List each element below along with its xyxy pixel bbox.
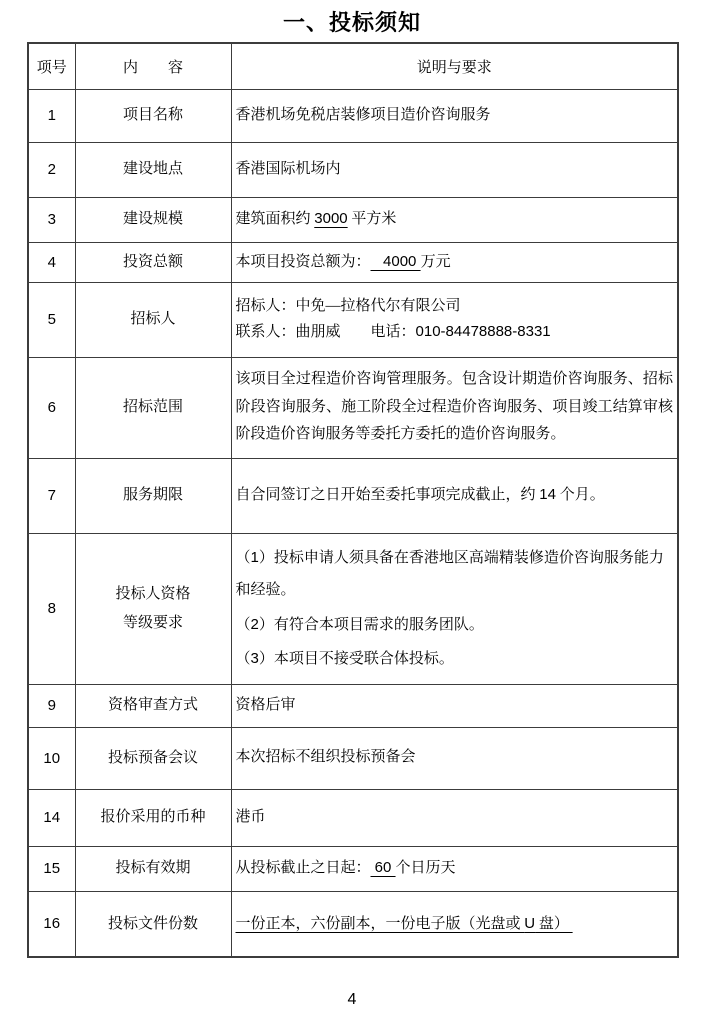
item-no-cell: 10	[28, 727, 75, 789]
description-cell	[231, 142, 678, 197]
text-segment: U	[524, 914, 536, 932]
text-segment: 个月。	[555, 487, 605, 504]
text-segment: ）本项目不接受联合体投标。	[258, 650, 454, 667]
content-cell	[75, 891, 231, 957]
table-row	[28, 846, 678, 891]
table-row	[28, 242, 678, 282]
item-no-cell: 7	[28, 458, 75, 533]
text-segment: 港币	[235, 808, 266, 825]
content-line: 项目名称	[122, 107, 183, 124]
bid-notice-table	[27, 42, 679, 958]
content-cell	[75, 684, 231, 727]
content-cell	[75, 727, 231, 789]
description-cell	[231, 242, 678, 282]
table-row	[28, 684, 678, 727]
text-segment: 14	[539, 486, 556, 504]
table-row	[28, 282, 678, 357]
item-no-cell: 9	[28, 684, 75, 727]
page-number: 4	[347, 991, 357, 1008]
table-row	[28, 727, 678, 789]
content-line: 投资总额	[122, 253, 183, 270]
description-cell	[231, 357, 678, 458]
description-cell	[231, 891, 678, 957]
desc-line	[236, 103, 674, 129]
text-segment: 盘）	[535, 915, 573, 932]
item-no-cell: 3	[28, 197, 75, 242]
text-segment: （	[235, 550, 251, 566]
content-cell	[75, 89, 231, 142]
text-segment: 本次招标不组织投标预备会	[235, 749, 416, 766]
text-segment: 联系人：曲朋威 电话：	[235, 324, 416, 340]
description-cell	[231, 846, 678, 891]
content-cell	[75, 458, 231, 533]
text-segment: 4000	[370, 252, 421, 270]
text-segment: 1	[250, 549, 259, 566]
content-cell	[75, 282, 231, 357]
text-segment: 香港机场免税店装修项目造价咨询服务	[235, 106, 491, 123]
text-segment: 2	[250, 615, 259, 633]
table-row	[28, 357, 678, 458]
content-cell	[75, 846, 231, 891]
content-cell	[75, 242, 231, 282]
content-line: 投标预备会议	[107, 749, 198, 766]
desc-line	[236, 319, 674, 346]
table-row	[28, 891, 678, 957]
item-no-cell: 1	[28, 89, 75, 142]
desc-line	[236, 249, 674, 276]
page-title: 一、投标须知	[282, 10, 421, 35]
item-no-cell: 6	[28, 357, 75, 458]
content-line: 投标文件份数	[107, 915, 198, 932]
text-segment: 该项目全过程造价咨询管理服务。包含设计期造价咨询服务、招标阶段咨询服务、施工阶段全过程造价咨询服务、项目竣工结算审核阶段造价咨询服务等委托方委托的造价咨询服务。	[235, 370, 673, 443]
description-cell	[231, 727, 678, 789]
item-no-cell: 14	[28, 789, 75, 846]
table-row	[28, 458, 678, 533]
desc-line	[236, 805, 674, 831]
text-segment: 招标人：中免—拉格代尔有限公司	[235, 297, 461, 314]
content-line: 建设地点	[122, 161, 183, 178]
desc-line	[236, 482, 674, 509]
content-line: 招标人	[130, 311, 176, 328]
col-header-description: 说明与要求	[231, 43, 678, 89]
table-header-row	[28, 43, 678, 89]
text-segment: 3000	[314, 210, 348, 228]
table-row	[28, 789, 678, 846]
item-no-cell: 5	[28, 282, 75, 357]
text-segment: 010-84478888-8331	[415, 323, 551, 340]
content-cell	[75, 142, 231, 197]
desc-line	[236, 911, 674, 938]
description-cell	[231, 282, 678, 357]
description-cell	[231, 533, 678, 684]
description-cell	[231, 197, 678, 242]
description-cell	[231, 89, 678, 142]
text-segment: 资格后审	[235, 696, 296, 713]
desc-line	[236, 157, 674, 183]
description-cell	[231, 684, 678, 727]
item-no-cell: 16	[28, 891, 75, 957]
text-segment: 本项目投资总额为：	[235, 253, 371, 270]
desc-line	[236, 542, 674, 607]
content-line: 等级要求	[122, 614, 183, 631]
desc-line	[236, 366, 674, 449]
content-line: 资格审查方式	[107, 697, 198, 714]
description-cell	[231, 789, 678, 846]
table-row	[28, 89, 678, 142]
content-line: 投标人资格	[115, 586, 191, 602]
desc-line	[236, 745, 674, 771]
text-segment: 3	[250, 649, 259, 667]
desc-line	[236, 643, 674, 675]
table-row	[28, 197, 678, 242]
text-segment: ）有符合本项目需求的服务团队。	[258, 616, 484, 633]
item-no-cell: 15	[28, 846, 75, 891]
content-line: 服务期限	[122, 487, 183, 504]
text-segment: 香港国际机场内	[235, 160, 341, 177]
content-cell	[75, 789, 231, 846]
description-cell	[231, 458, 678, 533]
item-no-cell: 2	[28, 142, 75, 197]
desc-line	[236, 294, 674, 320]
text-segment: （	[235, 650, 251, 667]
content-line: 投标有效期	[115, 860, 191, 877]
col-header-content: 内 容	[75, 43, 231, 89]
desc-line	[236, 206, 674, 233]
text-segment: （	[235, 616, 251, 633]
content-cell	[75, 357, 231, 458]
desc-line	[236, 693, 674, 719]
content-line: 报价采用的币种	[100, 809, 206, 826]
desc-line	[236, 855, 674, 882]
content-cell	[75, 533, 231, 684]
text-segment: 从投标截止之日起：	[235, 860, 371, 877]
text-segment: 平方米	[347, 211, 397, 228]
text-segment: 自合同签订之日开始至委托事项完成截止，约	[235, 487, 540, 504]
text-segment: 60	[370, 859, 396, 877]
text-segment: 建筑面积约	[235, 211, 315, 228]
table-row	[28, 533, 678, 684]
text-segment: 个日历天	[395, 860, 456, 877]
text-segment: ）投标申请人须具备在香港地区高端精装修造价咨询服务能力和经验。	[235, 550, 664, 599]
text-segment: 一份正本，六份副本，一份电子版（光盘或	[235, 915, 525, 932]
content-line: 招标范围	[122, 399, 183, 416]
table-row	[28, 142, 678, 197]
col-header-item-no: 项号	[28, 43, 75, 89]
content-line: 建设规模	[122, 211, 183, 228]
item-no-cell: 8	[28, 533, 75, 684]
text-segment: 万元	[420, 253, 451, 270]
desc-line	[236, 609, 674, 641]
content-cell	[75, 197, 231, 242]
table-body	[28, 89, 678, 957]
item-no-cell: 4	[28, 242, 75, 282]
